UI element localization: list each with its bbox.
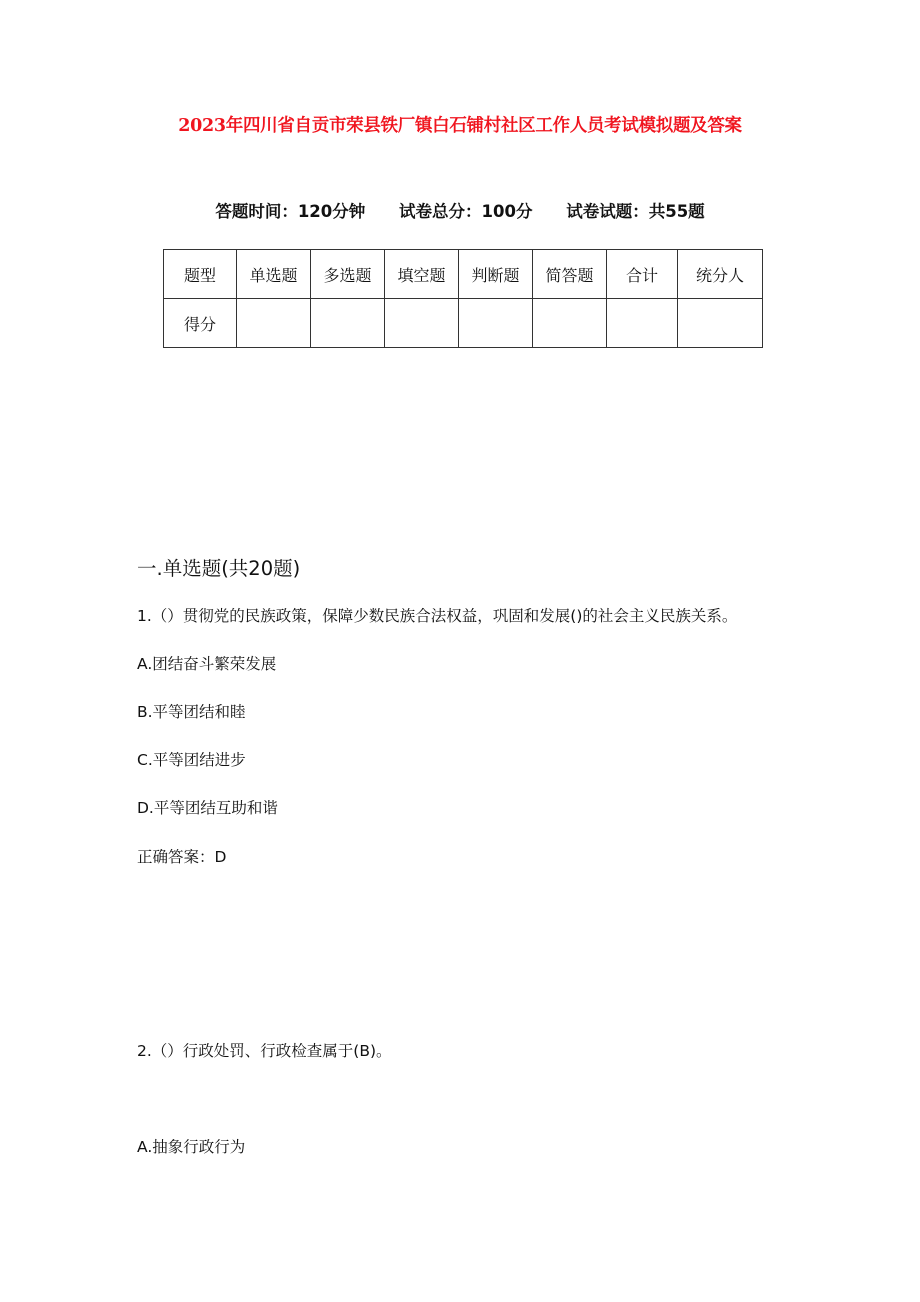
- option: C.平等团结进步: [137, 751, 246, 769]
- score-cell: [533, 299, 607, 348]
- row-label-cell: 得分: [164, 299, 237, 348]
- question-stem: 2.（）行政处罚、行政检查属于(B)。: [137, 1042, 392, 1060]
- exam-question-count: 试卷试题：共55题: [566, 202, 705, 221]
- score-table: [163, 249, 763, 348]
- option: B.平等团结和睦: [137, 703, 246, 721]
- option: A.抽象行政行为: [137, 1138, 246, 1156]
- header-cell: 合计: [607, 250, 678, 299]
- section-heading: 一.单选题(共20题): [137, 557, 301, 580]
- score-cell: [459, 299, 533, 348]
- score-cell: [385, 299, 459, 348]
- header-cell: 单选题: [237, 250, 311, 299]
- header-cell: 简答题: [533, 250, 607, 299]
- score-cell: [607, 299, 678, 348]
- option: A.团结奋斗繁荣发展: [137, 655, 277, 673]
- score-table-score-row: [164, 299, 763, 348]
- document-title: 2023年四川省自贡市荣县铁厂镇白石铺村社区工作人员考试模拟题及答案: [178, 116, 742, 136]
- answer: 正确答案：D: [137, 848, 227, 866]
- exam-info: [0, 198, 920, 222]
- header-cell: 题型: [164, 250, 237, 299]
- header-cell: 判断题: [459, 250, 533, 299]
- header-cell: 填空题: [385, 250, 459, 299]
- header-cell: 统分人: [678, 250, 763, 299]
- question-stem: 1.（）贯彻党的民族政策，保障少数民族合法权益，巩固和发展()的社会主义民族关系。: [137, 607, 738, 625]
- option: D.平等团结互助和谐: [137, 799, 278, 817]
- score-table-header-row: [164, 250, 763, 299]
- score-cell: [237, 299, 311, 348]
- score-cell: [311, 299, 385, 348]
- exam-time: 答题时间：120分钟: [215, 202, 366, 221]
- exam-total-score: 试卷总分：100分: [399, 202, 533, 221]
- header-cell: 多选题: [311, 250, 385, 299]
- score-cell: [678, 299, 763, 348]
